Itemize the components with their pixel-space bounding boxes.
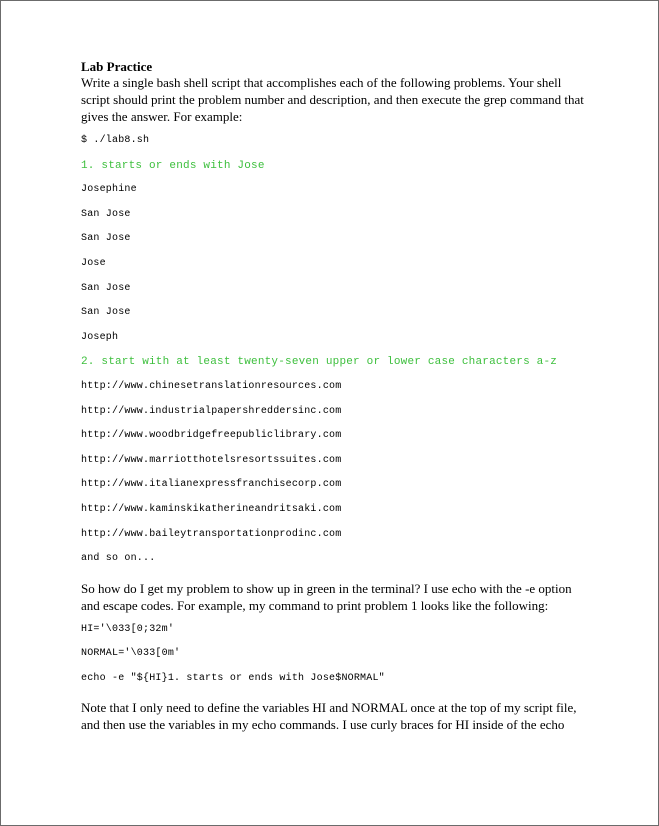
result-line: http://www.marriotthotelsresortssuites.com (81, 454, 342, 466)
problem-2-title: 2. start with at least twenty-seven upper or lower case characters a-z (81, 356, 558, 369)
result-line: http://www.kaminskikatherineandritsaki.com (81, 503, 342, 515)
result-line: San Jose (81, 208, 131, 220)
page-content (81, 59, 591, 733)
closing-paragraph (81, 699, 591, 733)
middle-line: and escape codes. For example, my command to print problem 1 looks like the following: (81, 597, 549, 613)
result-line: Jose (81, 257, 106, 269)
result-line: http://www.chinesetranslationresources.com (81, 380, 342, 392)
result-line: http://www.baileytransportationprodinc.com (81, 528, 342, 540)
result-line: San Jose (81, 233, 131, 245)
result-line: Josephine (81, 184, 137, 196)
code-line: HI='\033[0;32m' (81, 623, 175, 635)
closing-line: and then use the variables in my echo commands. I use curly braces for HI inside of the echo (81, 717, 565, 733)
continuation-text: and so on... (81, 553, 156, 565)
result-line: San Jose (81, 282, 131, 294)
result-line: http://www.industrialpapershreddersinc.com (81, 405, 342, 417)
section-heading: Lab Practice (81, 59, 153, 74)
intro-line: Write a single bash shell script that accomplishes each of the following problems. Your shell (81, 75, 562, 90)
result-line: http://www.italianexpressfranchisecorp.com (81, 479, 342, 491)
middle-paragraph (81, 580, 591, 614)
result-line: http://www.woodbridgefreepubliclibrary.com (81, 430, 342, 442)
code-line: echo -e "${HI}1. starts or ends with Jose$NORMAL" (81, 672, 385, 684)
problem-1-title: 1. starts or ends with Jose (81, 159, 265, 172)
middle-line: So how do I get my problem to show up in green in the terminal? I use echo with the -e option (81, 580, 572, 596)
result-line: San Jose (81, 307, 131, 319)
intro-line: gives the answer. For example: (81, 109, 243, 124)
intro-line: script should print the problem number and description, and then execute the grep command that (81, 92, 584, 107)
example-output (81, 129, 591, 572)
command-line: $ ./lab8.sh (81, 135, 150, 146)
result-line: Joseph (81, 331, 119, 343)
code-example (81, 618, 591, 692)
intro-paragraph (81, 74, 591, 125)
closing-line: Note that I only need to define the variables HI and NORMAL once at the top of my script file, (81, 700, 577, 716)
code-line: NORMAL='\033[0m' (81, 648, 181, 660)
